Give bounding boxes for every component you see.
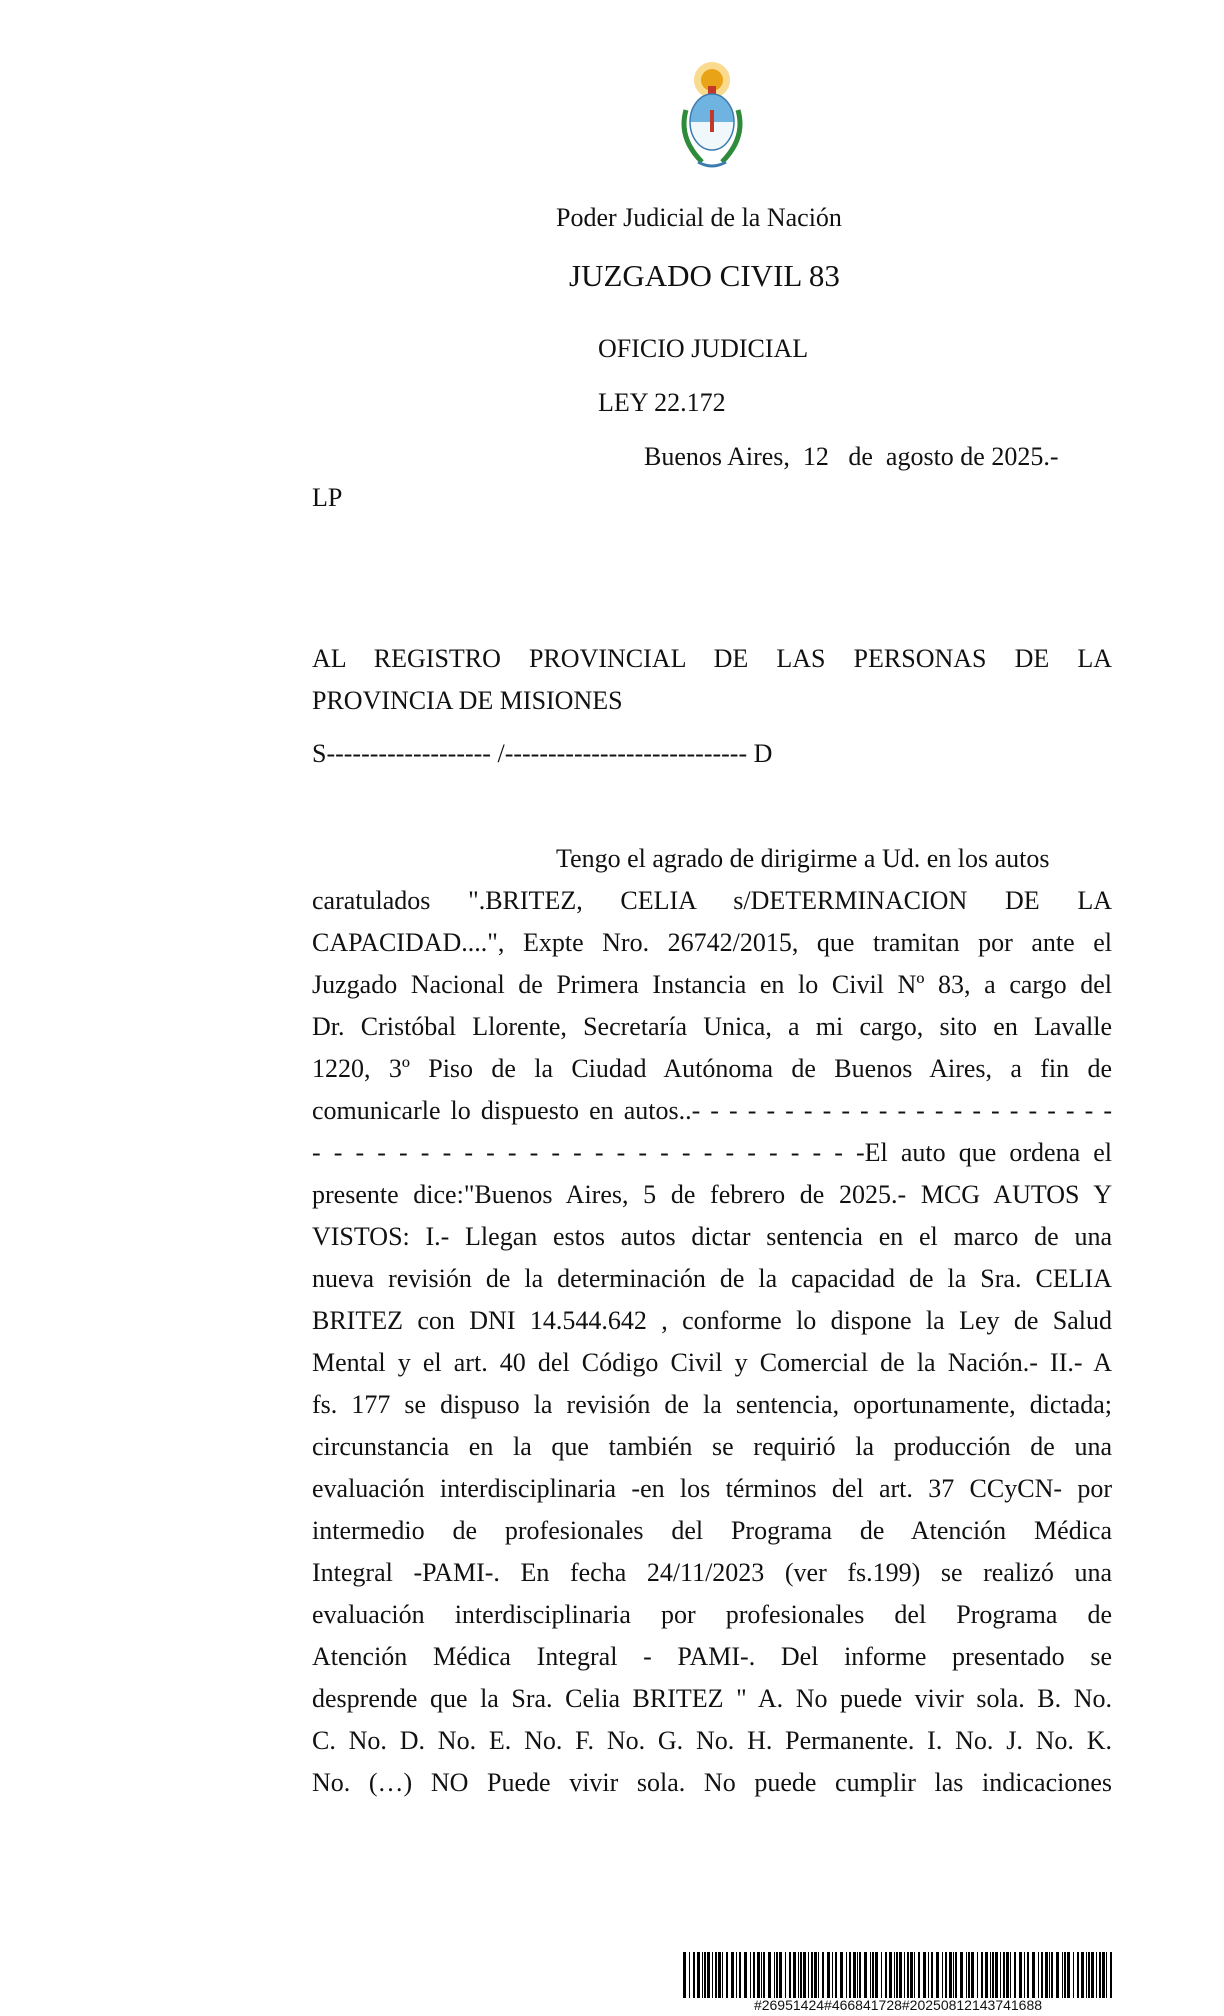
body-line: caratulados ".BRITEZ, CELIA s/DETERMINACION DE LA (312, 886, 1112, 915)
body-line: comunicarle lo dispuesto en autos..- - - - - - - - - - - - - - - - - - - - - - - (312, 1096, 1112, 1125)
body-line: evaluación interdisciplinaria -en los términos del art. 37 CCyCN- por (312, 1474, 1112, 1503)
initials: LP (312, 483, 343, 512)
body-line: circunstancia en la que también se requirió la producción de una (312, 1432, 1112, 1461)
barcode-icon (683, 1952, 1113, 1998)
barcode-number: #26951424#466841728#20250812143741688 (753, 1997, 1043, 2013)
body-line: 1220, 3º Piso de la Ciudad Autónoma de Buenos Aires, a fin de (312, 1054, 1112, 1083)
body-line: fs. 177 se dispuso la revisión de la sentencia, oportunamente, dictada; (312, 1390, 1112, 1419)
body-line: nueva revisión de la determinación de la capacidad de la Sra. CELIA (312, 1264, 1112, 1293)
sd-line: S------------------- /---------------------------- D (312, 739, 773, 768)
body-line: No. (…) NO Puede vivir sola. No puede cumplir las indicaciones (312, 1768, 1112, 1797)
body-line: CAPACIDAD....", Expte Nro. 26742/2015, que tramitan por ante el (312, 928, 1112, 957)
recipient-block (312, 638, 1112, 722)
body-line: Dr. Cristóbal Llorente, Secretaría Unica, a mi cargo, sito en Lavalle (312, 1012, 1112, 1041)
body-line: Integral -PAMI-. En fecha 24/11/2023 (ver fs.199) se realizó una (312, 1558, 1112, 1587)
place-date: Buenos Aires, 12 de agosto de 2025.- (644, 442, 1059, 471)
law-reference: LEY 22.172 (598, 388, 726, 417)
body-line: Juzgado Nacional de Primera Instancia en lo Civil Nº 83, a cargo del (312, 970, 1112, 999)
institution-name: Poder Judicial de la Nación (556, 203, 842, 232)
body-line: Mental y el art. 40 del Código Civil y Comercial de la Nación.- II.- A (312, 1348, 1112, 1377)
body-line: - - - - - - - - - - - - - - - - - - - - - - - - - -El auto que ordena el (312, 1138, 1112, 1167)
recipient-line: AL REGISTRO PROVINCIAL DE LAS PERSONAS DE LA (312, 644, 1112, 673)
body-line: presente dice:"Buenos Aires, 5 de febrero de 2025.- MCG AUTOS Y (312, 1180, 1112, 1209)
body-line: VISTOS: I.- Llegan estos autos dictar sentencia en el marco de una (312, 1222, 1112, 1251)
body-line: Atención Médica Integral - PAMI-. Del informe presentado se (312, 1642, 1112, 1671)
document-type: OFICIO JUDICIAL (598, 334, 809, 363)
body-line: intermedio de profesionales del Programa de Atención Médica (312, 1516, 1112, 1545)
body-line: desprende que la Sra. Celia BRITEZ " A. No puede vivir sola. B. No. (312, 1684, 1112, 1713)
court-name: JUZGADO CIVIL 83 (569, 258, 840, 293)
body-line: Tengo el agrado de dirigirme a Ud. en los autos (556, 844, 1050, 873)
recipient-line: PROVINCIA DE MISIONES (312, 686, 623, 715)
coat-of-arms-icon (672, 58, 752, 174)
body-line: evaluación interdisciplinaria por profesionales del Programa de (312, 1600, 1112, 1629)
body-line: BRITEZ con DNI 14.544.642 , conforme lo dispone la Ley de Salud (312, 1306, 1112, 1335)
body-text (312, 838, 1112, 1804)
body-line: C. No. D. No. E. No. F. No. G. No. H. Permanente. I. No. J. No. K. (312, 1726, 1112, 1755)
